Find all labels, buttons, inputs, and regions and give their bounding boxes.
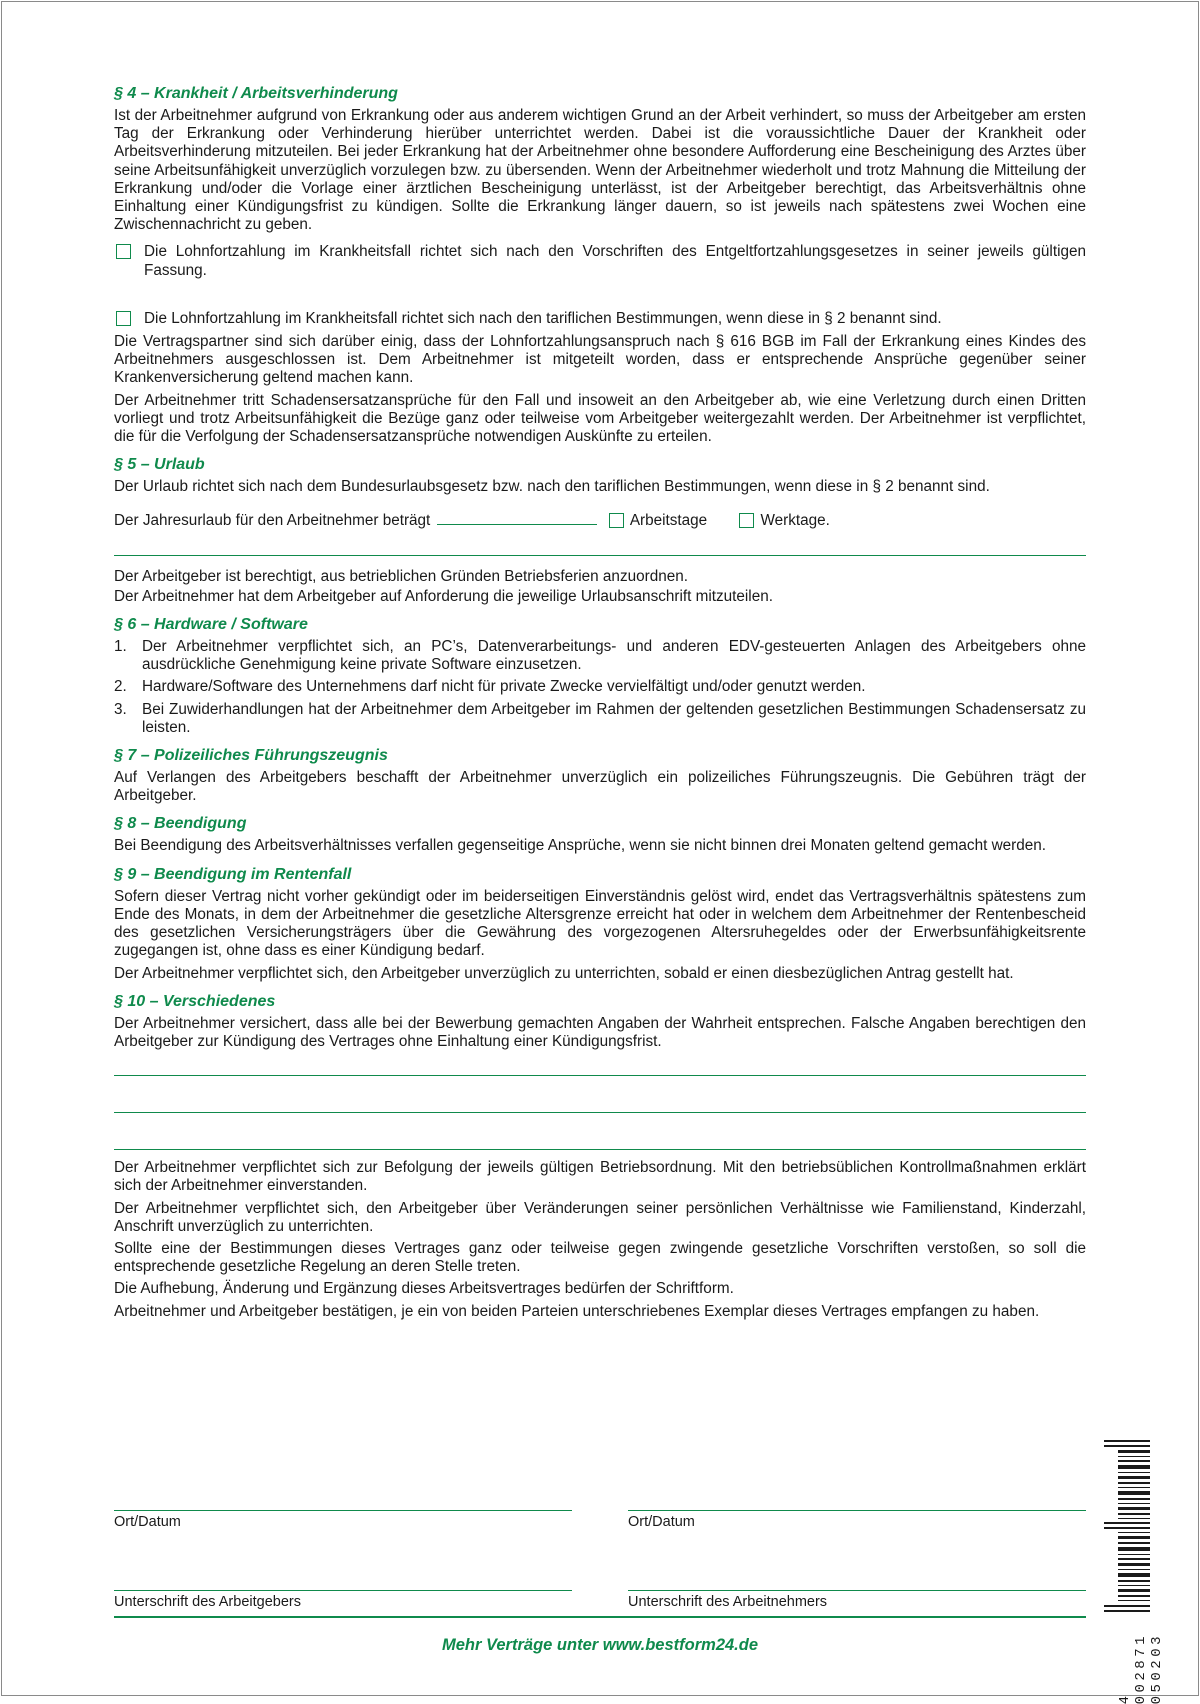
blank-line-1[interactable]: [114, 1055, 1086, 1076]
arbeitstage-label: Arbeitstage: [629, 512, 708, 530]
section-9-paragraph-2: Der Arbeitnehmer verpflichtet sich, den Arbeitgeber unverzüglich zu unterrichten, sobald er einen diesbezüglichen Antrag gestellt hat.: [114, 964, 1014, 982]
section-7-paragraph-1: Auf Verlangen des Arbeitgebers beschafft der Arbeitnehmer unverzüglich ein polizeiliches Führungszeugnis. Die Gebühren trägt der Arbeitgeber.: [114, 769, 1086, 805]
section-5-paragraph-3: Der Arbeitnehmer hat dem Arbeitgeber auf Anforderung die jeweilige Urlaubsanschrift mitzuteilen.: [114, 587, 773, 605]
blank-line-2[interactable]: [114, 1076, 1086, 1113]
sick-pay-option-law: [114, 243, 1086, 279]
werktage-label: Werktage.: [760, 512, 830, 530]
sick-pay-option-tariff-label: Die Lohnfortzahlung im Krankheitsfall richtet sich nach den tariflichen Bestimmungen, wenn diese in § 2 benannt sind.: [144, 309, 942, 327]
employer-place-date-line[interactable]: [114, 1510, 572, 1511]
employee-place-date-line[interactable]: [628, 1510, 1086, 1511]
checkbox-arbeitstage[interactable]: [609, 513, 624, 528]
section-10-paragraph-6: Arbeitnehmer und Arbeitgeber bestätigen, je ein von beiden Parteien unterschriebenes Exemplar dieses Vertrages empfangen zu haben.: [114, 1302, 1040, 1320]
vacation-extra-line[interactable]: [114, 531, 1086, 556]
barcode-icon: [1104, 1440, 1150, 1615]
list-item: 3. Bei Zuwiderhandlungen hat der Arbeitnehmer dem Arbeitgeber im Rahmen der geltenden gesetzlichen Bestimmungen Schadensersatz zu leisten.: [114, 700, 1086, 736]
section-7-heading: § 7 – Polizeiliches Führungszeugnis: [114, 747, 388, 765]
section-4-paragraph-2: Die Vertragspartner sind sich darüber einig, dass der Lohnfortzahlungsanspruch nach § 616 BGB im Fall der Erkrankung eines Kindes des Arbeitnehmers ausgeschlossen ist. Dem Arbeitnehmer ist mitgeteilt worden, dass er entsprechende Ansprüche gegenüber seiner Krankenversicherung geltend machen kann.: [114, 333, 1086, 387]
employer-signature-line[interactable]: [114, 1530, 572, 1591]
section-10-paragraph-5: Die Aufhebung, Änderung und Ergänzung dieses Arbeitsvertrages bedürfen der Schriftform.: [114, 1280, 734, 1298]
employer-signature-label: Unterschrift des Arbeitgebers: [114, 1594, 301, 1610]
section-10-paragraph-4: Sollte eine der Bestimmungen dieses Vertrages ganz oder teilweise gegen zwingende gesetzliche Vorschriften verstoßen, so soll die entsprechende gesetzliche Regelung an deren Stelle treten.: [114, 1239, 1086, 1276]
section-5-heading: § 5 – Urlaub: [114, 456, 205, 474]
blank-line-3[interactable]: [114, 1113, 1086, 1150]
section-6-heading: § 6 – Hardware / Software: [114, 616, 308, 634]
barcode-number: 4 002871 050203: [1117, 1632, 1165, 1704]
list-item: 1. Der Arbeitnehmer verpflichtet sich, an PC’s, Datenverarbeitungs- und anderen EDV-gesteuerten Anlagen des Arbeitgebers ohne ausdrückliche Genehmigung keine private Software einzusetzen.: [114, 638, 1086, 674]
contract-page: [114, 84, 1086, 1325]
section-9-paragraph-1: Sofern dieser Vertrag nicht vorher gekündigt oder im beiderseitigen Einverständnis gelöst wird, endet das Vertragsverhältnis spätestens zum Ende des Monats, in dem der Arbeitnehmer die gesetzliche Altersgrenze erreicht hat oder in welchem dem Arbeitnehmer der Rentenbescheid des gesetzlichen Versicherungsträgers über die Gewährung des vorgezogenen Altersruhegeldes oder der Erwerbsunfähigkeitsrente zugegangen ist, ohne dass es einer Kündigung bedarf.: [114, 887, 1086, 960]
vacation-days-field[interactable]: [437, 510, 597, 525]
employee-signature-line[interactable]: [628, 1530, 1086, 1591]
section-4-paragraph-3: Der Arbeitnehmer tritt Schadensersatzansprüche für den Fall und insoweit an den Arbeitgeber ab, wie eine Verletzung durch einen Dritten vorliegt und trotz Arbeitsunfähigkeit die Bezüge ganz oder teilweise vom Arbeitgeber weitergezahlt werden. Der Arbeitnehmer ist verpflichtet, die für die Verfolgung der Schadensersatzansprüche notwendigen Auskünfte zu erteilen.: [114, 391, 1086, 446]
checkbox-werktage[interactable]: [739, 513, 754, 528]
section-8-paragraph-1: Bei Beendigung des Arbeitsverhältnisses verfallen gegenseitige Ansprüche, wenn sie nicht binnen drei Monaten geltend gemacht werden.: [114, 837, 1047, 855]
employer-signature-block: [114, 1510, 572, 1610]
footer-divider: [114, 1616, 1086, 1618]
section-5-paragraph-2: Der Arbeitgeber ist berechtigt, aus betrieblichen Gründen Betriebsferien anzuordnen.: [114, 567, 688, 585]
section-10-paragraph-1: Der Arbeitnehmer versichert, dass alle bei der Bewerbung gemachten Angaben der Wahrheit entsprechen. Falsche Angaben berechtigen den Arbeitgeber zur Kündigung des Vertrages ohne Einhaltung einer Kündigungsfrist.: [114, 1014, 1086, 1050]
employee-signature-label: Unterschrift des Arbeitnehmers: [628, 1594, 828, 1610]
section-5-paragraph-1: Der Urlaub richtet sich nach dem Bundesurlaubsgesetz bzw. nach den tariflichen Bestimmungen, wenn diese in § 2 benannt sind.: [114, 478, 990, 496]
vacation-label: Der Jahresurlaub für den Arbeitnehmer beträgt: [114, 512, 431, 530]
section-9-heading: § 9 – Beendigung im Rentenfall: [114, 865, 352, 883]
checkbox-entgeltfortzahlung[interactable]: [116, 244, 131, 259]
employee-signature-block: [628, 1510, 1086, 1610]
checkbox-tariflich[interactable]: [116, 311, 131, 326]
section-8-heading: § 8 – Beendigung: [114, 815, 247, 833]
section-4-paragraph-1: Ist der Arbeitnehmer aufgrund von Erkrankung oder aus anderem wichtigen Grund an der Arbeit verhindert, so muss der Arbeitgeber am ersten Tag der Erkrankung oder Verhinderung hierüber unterrichtet werden. Dabei ist die voraussichtliche Dauer der Krankheit oder Arbeitsverhinderung mitzuteilen. Bei jeder Erkrankung hat der Arbeitnehmer ohne besondere Aufforderung eine Bescheinigung des Arztes über seine Arbeitsunfähigkeit unverzüglich vorzulegen bzw. zu übersenden. Wenn der Arbeitnehmer wiederholt und trotz Mahnung die Mitteilung der Erkrankung und/oder die Vorlage einer ärztlichen Bescheinigung unterlässt, ist der Arbeitgeber berechtigt, das Arbeitsverhältnis ohne Einhaltung einer Kündigungsfrist zu kündigen. Sollte die Erkrankung länger dauern, so ist jeweils nach spätestens zwei Wochen eine Zwischennachricht zu geben.: [114, 107, 1086, 234]
employee-place-date-label: Ort/Datum: [628, 1514, 695, 1530]
section-10-paragraph-2: Der Arbeitnehmer verpflichtet sich zur Befolgung der jeweils gültigen Betriebsordnung. Mit den betriebsüblichen Kontrollmaßnahmen erklärt sich der Arbeitnehmer einverstanden.: [114, 1159, 1086, 1195]
sick-pay-option-law-label: Die Lohnfortzahlung im Krankheitsfall richtet sich nach den Vorschriften des Entgeltfortzahlungsgesetzes in seiner jeweils gültigen Fassung.: [144, 243, 1086, 279]
employer-place-date-label: Ort/Datum: [114, 1514, 181, 1530]
section-10-heading: § 10 – Verschiedenes: [114, 992, 276, 1010]
section-10-paragraph-3: Der Arbeitnehmer verpflichtet sich, den Arbeitgeber über Veränderungen seiner persönlichen Verhältnisse wie Familienstand, Kinderzahl, Anschrift unverzüglich zu unterrichten.: [114, 1199, 1086, 1235]
section-6-list: [114, 638, 1086, 737]
section-4-heading: § 4 – Krankheit / Arbeitsverhinderung: [114, 85, 398, 102]
vacation-row: [114, 510, 1086, 530]
footer-link[interactable]: Mehr Verträge unter www.bestform24.de: [441, 1636, 759, 1654]
sick-pay-option-tariff: [114, 310, 1086, 328]
list-item: 2. Hardware/Software des Unternehmens darf nicht für private Zwecke vervielfältigt und/oder genutzt werden.: [114, 678, 866, 696]
